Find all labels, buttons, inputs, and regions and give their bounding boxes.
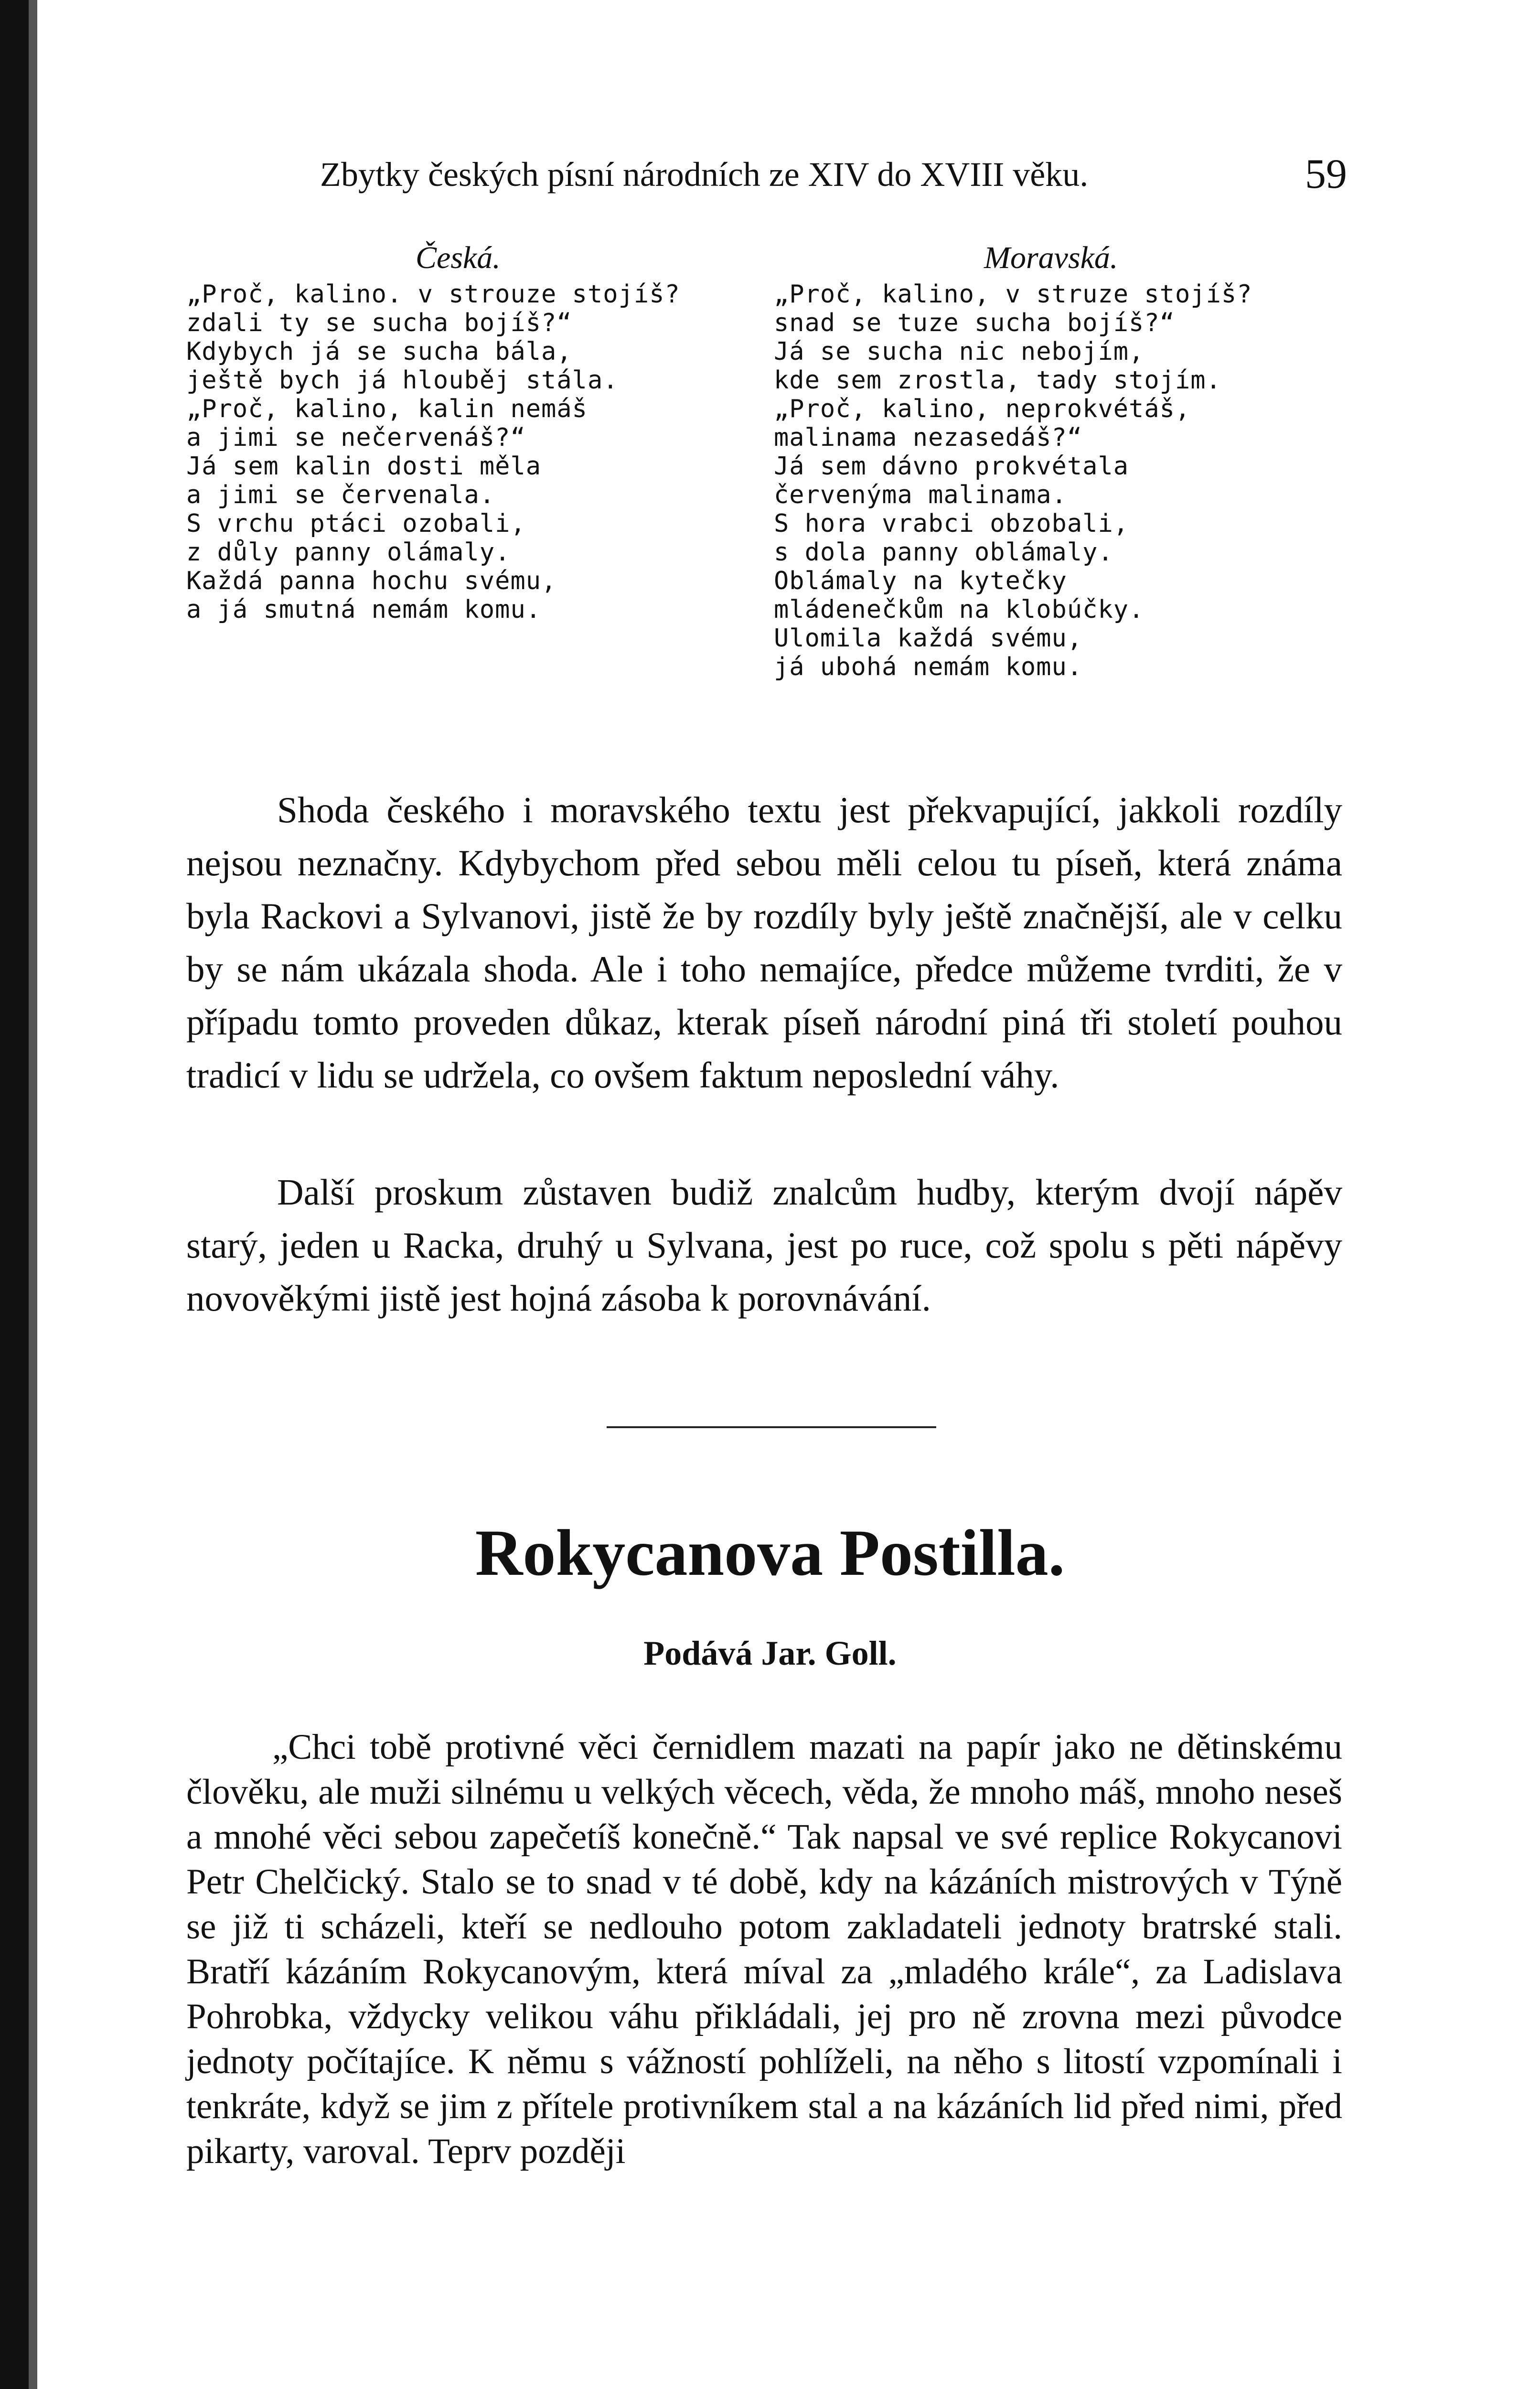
- verse-line: s dola panny oblámaly.: [774, 538, 1113, 567]
- verse-line: „Proč, kalino. v strouze stojíš?: [186, 280, 680, 309]
- scan-edge-shadow: [29, 0, 37, 2389]
- article-title: Rokycanova Postilla.: [475, 1516, 1065, 1589]
- moravian-column: [774, 239, 1361, 681]
- verse-line: Ulomila každá svému,: [774, 624, 1083, 653]
- verse-line: a jimi se červenala.: [186, 481, 495, 509]
- verse-line: zdali ty se sucha bojíš?“: [186, 309, 572, 337]
- verse-line: ještě bych já hlouběj stála.: [186, 366, 619, 395]
- running-head: Zbytky českých písní národních ze XIV do XVIII věku.: [320, 155, 1089, 194]
- verse-line: kde sem zrostla, tady stojím.: [774, 366, 1221, 395]
- verse-line: Každá panna hochu svému,: [186, 567, 557, 595]
- section-divider: [607, 1426, 936, 1428]
- verse-line: Já se sucha nic nebojím,: [774, 337, 1144, 366]
- verse-line: z důly panny olámaly.: [186, 538, 511, 567]
- verse-line: „Proč, kalino, kalin nemáš: [186, 395, 588, 423]
- paragraph-further-study: [186, 1166, 1342, 1325]
- poem-columns: [186, 239, 1361, 788]
- verse-line: já ubohá nemám komu.: [774, 653, 1083, 681]
- verse-line: Já sem dávno prokvétala: [774, 452, 1129, 481]
- czech-column: [186, 239, 736, 624]
- verse-line: „Proč, kalino, v struze stojíš?: [774, 280, 1252, 309]
- verse-line: a jimi se nečervenáš?“: [186, 423, 526, 452]
- paragraph-comparison: [186, 784, 1342, 1102]
- scan-edge-dark: [0, 0, 29, 2389]
- verse-line: červenýma malinama.: [774, 481, 1067, 509]
- czech-column-title: Česká.: [416, 240, 501, 275]
- verse-line: Já sem kalin dosti měla: [186, 452, 542, 481]
- article-paragraph: [186, 1725, 1342, 2174]
- verse-line: snad se tuze sucha bojíš?“: [774, 309, 1175, 337]
- verse-line: Oblámaly na kytečky: [774, 567, 1067, 595]
- paragraph-text: Shoda českého i moravského textu jest překvapující, jakkoli rozdíly nejsou neznačny. Kdybychom před sebou měli celou tu píseň, která známa byla Rackovi a Sylvanovi, jistě že by rozdíly byly ještě značnější, ale v celku by se nám ukázala shoda. Ale i toho nemajíce, předce můžeme tvrditi, že v případu tomto proveden důkaz, kterak píseň národní piná tři století pouhou tradicí v lidu se udržela, co ovšem faktum neposlední váhy.: [186, 789, 1342, 1096]
- verse-line: S hora vrabci obzobali,: [774, 509, 1129, 538]
- paragraph-text: „Chci tobě protivné věci černidlem mazati na papír jako ne dětinskému člověku, ale muži silnému u velkých věcech, věda, že mnoho máš, mnoho neseš a mnohé věci sebou zapečetíš konečně.“ Tak napsal ve své replice Rokycanovi Petr Chelčický. Stalo se to snad v té době, kdy na kázáních mistrových v Týně se již ti scházeli, kteří se nedlouho potom zakladateli jednoty bratrské stali. Bratří kázáním Rokycanovým, která míval za „mladého krále“, za Ladislava Pohrobka, vždycky velikou váhu přikládali, jej pro ně zrovna mezi původce jednoty počítajíce. K němu s vážností pohlíželi, na něho s litostí vzpomínali i tenkráte, když se jim z přítele protivníkem stal a na kázáních lid před nimi, před pikarty, varoval. Teprv později: [186, 1727, 1342, 2171]
- page-header: [320, 148, 1347, 201]
- verse-line: a já smutná nemám komu.: [186, 595, 542, 624]
- verse-line: malinama nezasedáš?“: [774, 423, 1083, 452]
- verse-line: Kdybych já se sucha bála,: [186, 337, 572, 366]
- paragraph-text: Další proskum zůstaven budiž znalcům hudby, kterým dvojí nápěv starý, jeden u Racka, druhý u Sylvana, jest po ruce, což spolu s pěti nápěvy novověkými jistě jest hojná zásoba k porovnávání.: [186, 1172, 1342, 1319]
- article-byline: Podává Jar. Goll.: [643, 1634, 897, 1672]
- verse-line: S vrchu ptáci ozobali,: [186, 509, 526, 538]
- verse-line: „Proč, kalino, neprokvétáš,: [774, 395, 1191, 423]
- verse-line: mládenečkům na klobúčky.: [774, 595, 1144, 624]
- page-number: 59: [1305, 151, 1347, 197]
- moravian-column-title: Moravská.: [984, 240, 1118, 275]
